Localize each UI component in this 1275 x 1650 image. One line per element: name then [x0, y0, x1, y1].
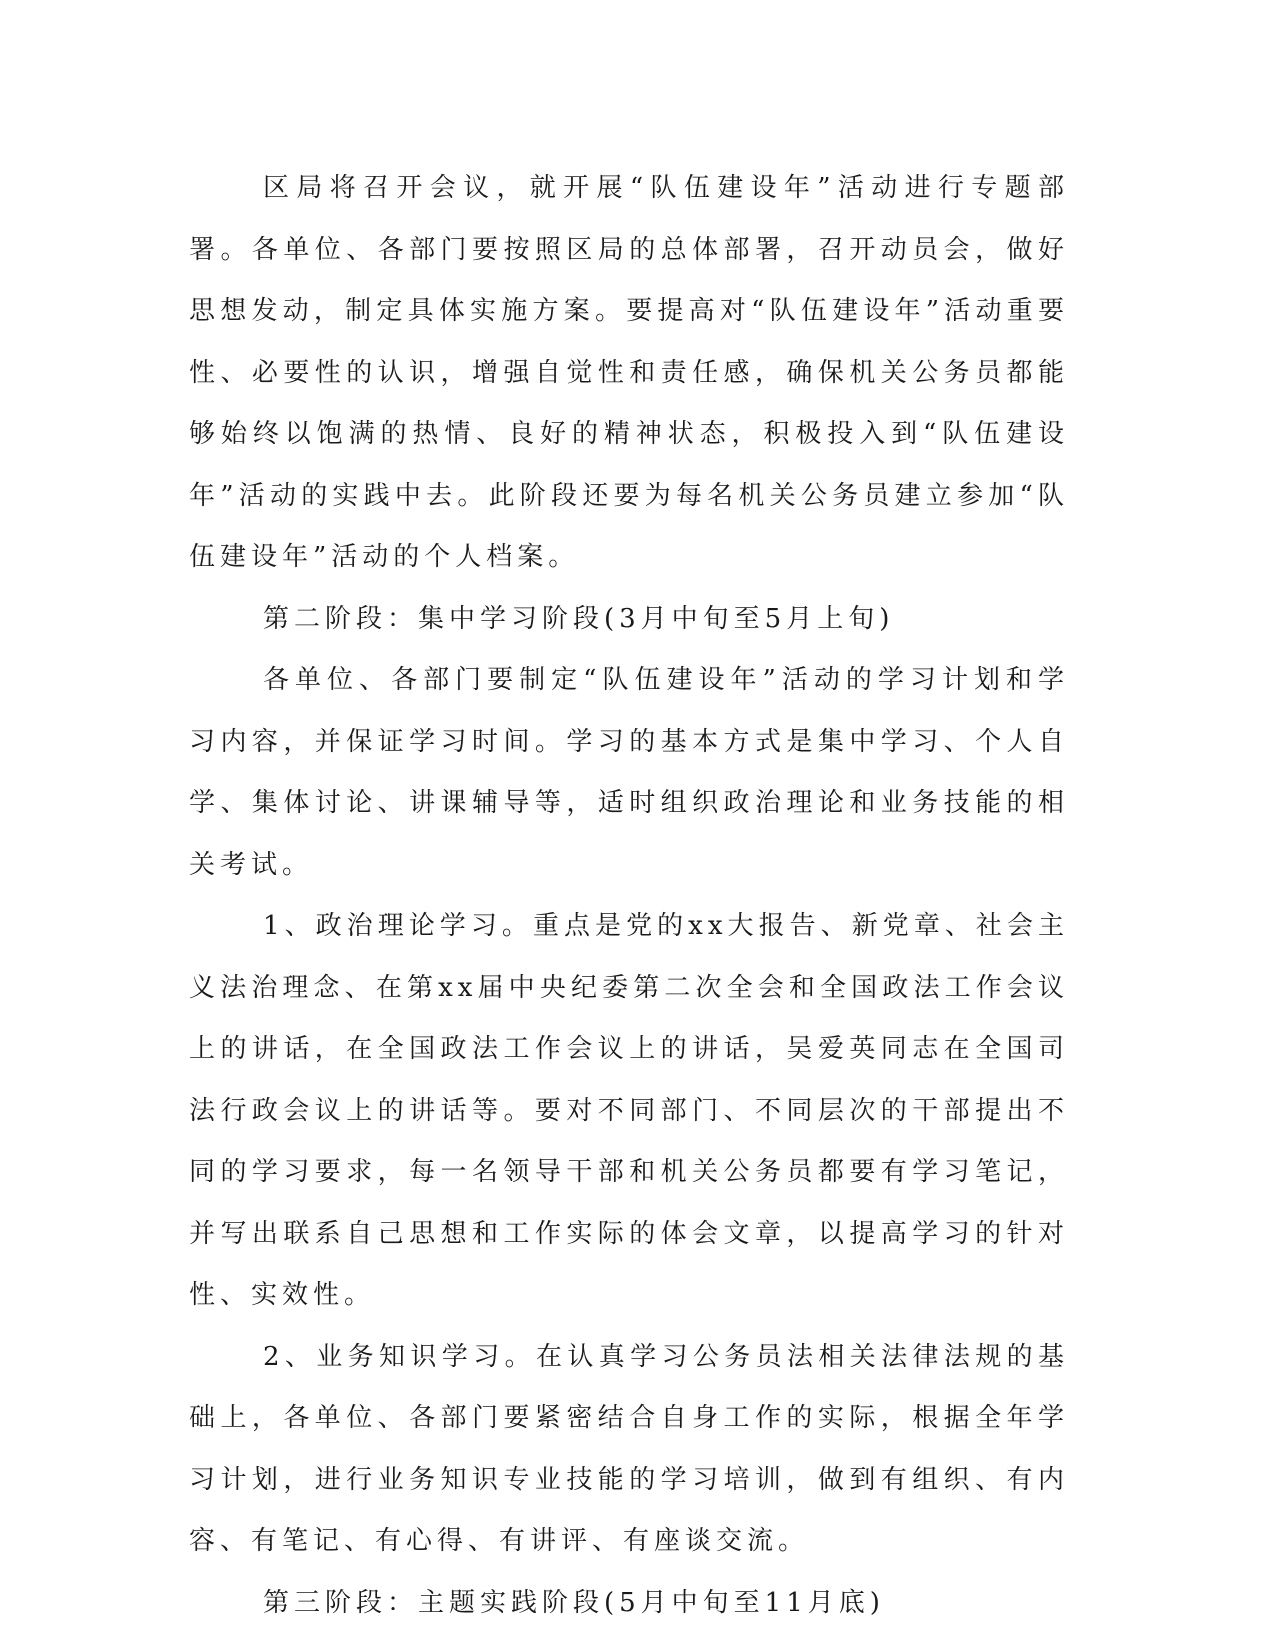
heading-stage-two: 第二阶段：集中学习阶段(3月中旬至5月上旬)	[263, 603, 895, 634]
paragraph-political-theory: 1、政治理论学习。重点是党的xx大报告、新党章、社会主义法治理念、在第xx届中央纪委第二次全会和全国政法工作会议上的讲话，在全国政法工作会议上的讲话，吴爱英同志在全国司法行政会议上的讲话等。要对不同部门、不同层次的干部提出不同的学习要求，每一名领导干部和机关公务员都要有学习笔记，并写出联系自己思想和工作实际的体会文章，以提高学习的针对性、实效性。	[189, 911, 1069, 1310]
document-body	[189, 158, 1069, 1634]
paragraph-deployment: 区局将召开会议，就开展“队伍建设年”活动进行专题部署。各单位、各部门要按照区局的总体部署，召开动员会，做好思想发动，制定具体实施方案。要提高对“队伍建设年”活动重要性、必要性的认识，增强自觉性和责任感，确保机关公务员都能够始终以饱满的热情、良好的精神状态，积极投入到“队伍建设年”活动的实践中去。此阶段还要为每名机关公务员建立参加“队伍建设年”活动的个人档案。	[189, 173, 1069, 572]
paragraph-study-plan: 各单位、各部门要制定“队伍建设年”活动的学习计划和学习内容，并保证学习时间。学习的基本方式是集中学习、个人自学、集体讨论、讲课辅导等，适时组织政治理论和业务技能的相关考试。	[189, 665, 1069, 880]
paragraph-business-knowledge: 2、业务知识学习。在认真学习公务员法相关法律法规的基础上，各单位、各部门要紧密结合自身工作的实际，根据全年学习计划，进行业务知识专业技能的学习培训，做到有组织、有内容、有笔记、有心得、有讲评、有座谈交流。	[189, 1341, 1069, 1556]
heading-stage-three: 第三阶段：主题实践阶段(5月中旬至11月底)	[263, 1587, 885, 1618]
